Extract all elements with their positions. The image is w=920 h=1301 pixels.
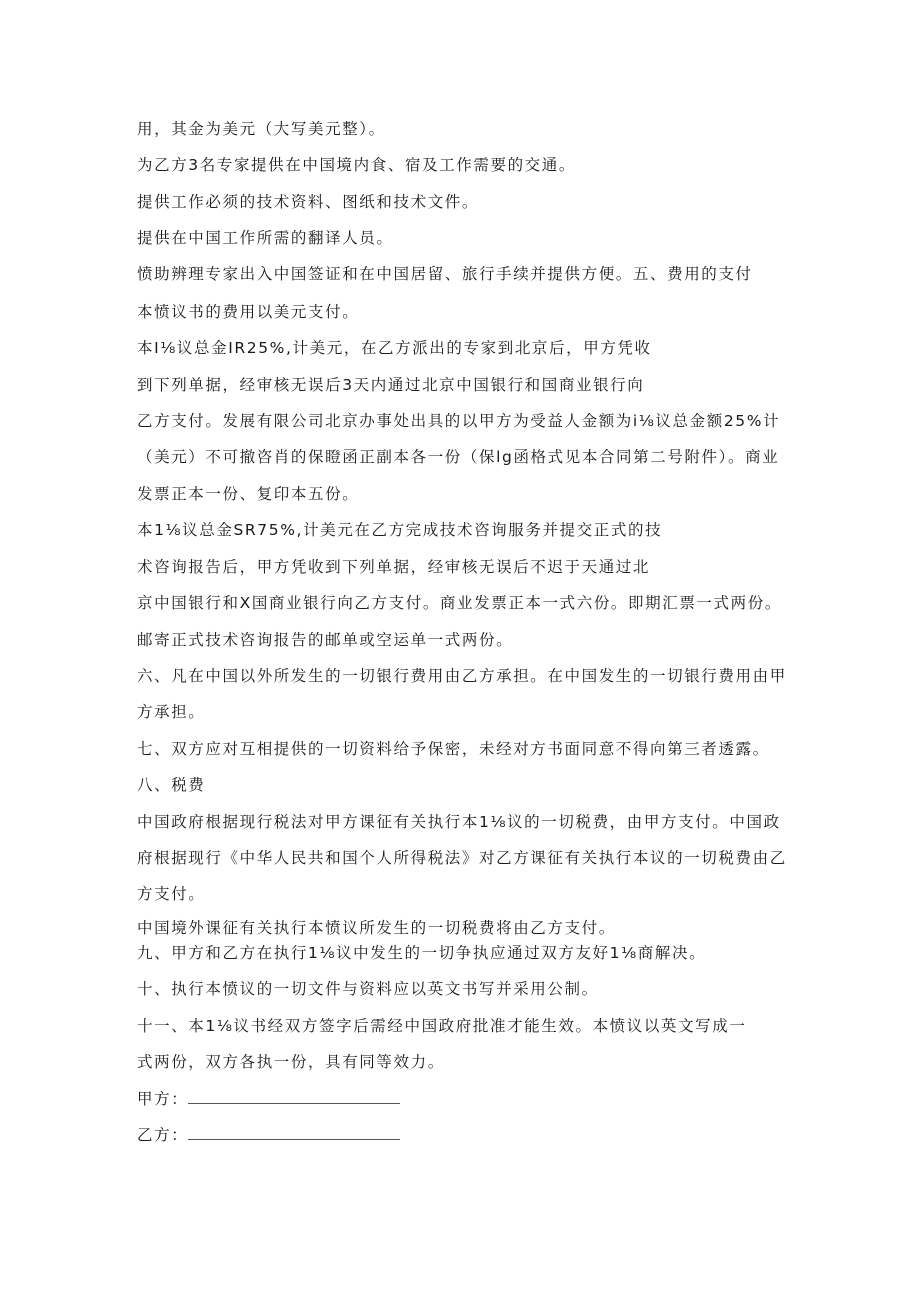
text-line: 提供在中国工作所需的翻译人员。 [137, 229, 394, 247]
text-line: 术咨询报告后，甲方凭收到下列单据，经审核无误后不迟于天通过北 [137, 558, 651, 576]
text-line: 中国境外课征有关执行本愤议所发生的一切税费将由乙方支付。 [137, 919, 616, 937]
text-line: 京中国银行和X国商业银行向乙方支付。商业发票正本一式六份。即期汇票一式两份。 [137, 594, 782, 612]
text-line: 十、执行本愤议的一切文件与资料应以英文书写并采用公制。 [137, 980, 599, 998]
text-line: 本愤议书的费用以美元支付。 [137, 303, 360, 321]
signature-blank-party-b [188, 1127, 400, 1140]
text-line: 到下列单据，经审核无误后3天内通过北京中国银行和国商业银行向 [137, 376, 645, 394]
text-line: 方承担。 [137, 703, 206, 721]
text-line: 提供工作必须的技术资料、图纸和技术文件。 [137, 193, 480, 211]
signature-party-b [137, 1125, 400, 1145]
text-line: 乙方支付。发展有限公司北京办事处出具的以甲方为受益人金额为i⅛议总金额25%计 [137, 412, 781, 430]
text-line: 本I⅛议总金IR25%,计美元，在乙方派出的专家到北京后，甲方凭收 [137, 339, 652, 357]
signature-blank-party-a [188, 1091, 400, 1104]
signature-party-a [137, 1089, 400, 1109]
signature-label-party-a: 甲方： [137, 1090, 189, 1108]
text-line: 用，其金为美元（大写美元整）。 [137, 120, 386, 138]
text-line: 愤助辨理专家出入中国签证和在中国居留、旅行手续并提供方便。五、费用的支付 [137, 265, 753, 283]
text-line: 七、双方应对互相提供的一切资料给予保密，未经对方书面同意不得向第三者透露。 [137, 740, 770, 758]
text-line: 十一、本1⅛议书经双方签字后需经中国政府批准才能生效。本愤议以英文写成一 [137, 1017, 747, 1035]
text-line: 邮寄正式技术咨询报告的邮单或空运单一式两份。 [137, 631, 514, 649]
text-line: 府根据现行《中华人民共和国个人所得税法》对乙方课征有关执行本议的一切税费由乙 [137, 849, 787, 867]
section-heading: 八、税费 [137, 776, 206, 794]
text-line: 为乙方3名专家提供在中国境内食、宿及工作需要的交通。 [137, 156, 576, 174]
text-line: 九、甲方和乙方在执行1⅛议中发生的一切争执应通过双方友好1⅛商解决。 [137, 944, 707, 962]
text-line: 本1⅛议总金SR75%,计美元在乙方完成技术咨询服务并提交正式的技 [137, 521, 663, 539]
text-line: （美元）不可撤咨肖的保瞪函正副本各一份（保lg函格式见本合同第二号附件）。商业 [137, 448, 780, 466]
text-line: 中国政府根据现行税法对甲方课征有关执行本1⅛议的一切税费，由甲方支付。中国政 [137, 813, 781, 831]
signature-label-party-b: 乙方： [137, 1126, 189, 1144]
text-line: 方支付。 [137, 885, 206, 903]
text-line: 式两份，双方各执一份，具有同等效力。 [137, 1053, 445, 1071]
text-line: 六、凡在中国以外所发生的一切银行费用由乙方承担。在中国发生的一切银行费用由甲 [137, 667, 787, 685]
text-line: 发票正本一份、复印本五份。 [137, 485, 360, 503]
